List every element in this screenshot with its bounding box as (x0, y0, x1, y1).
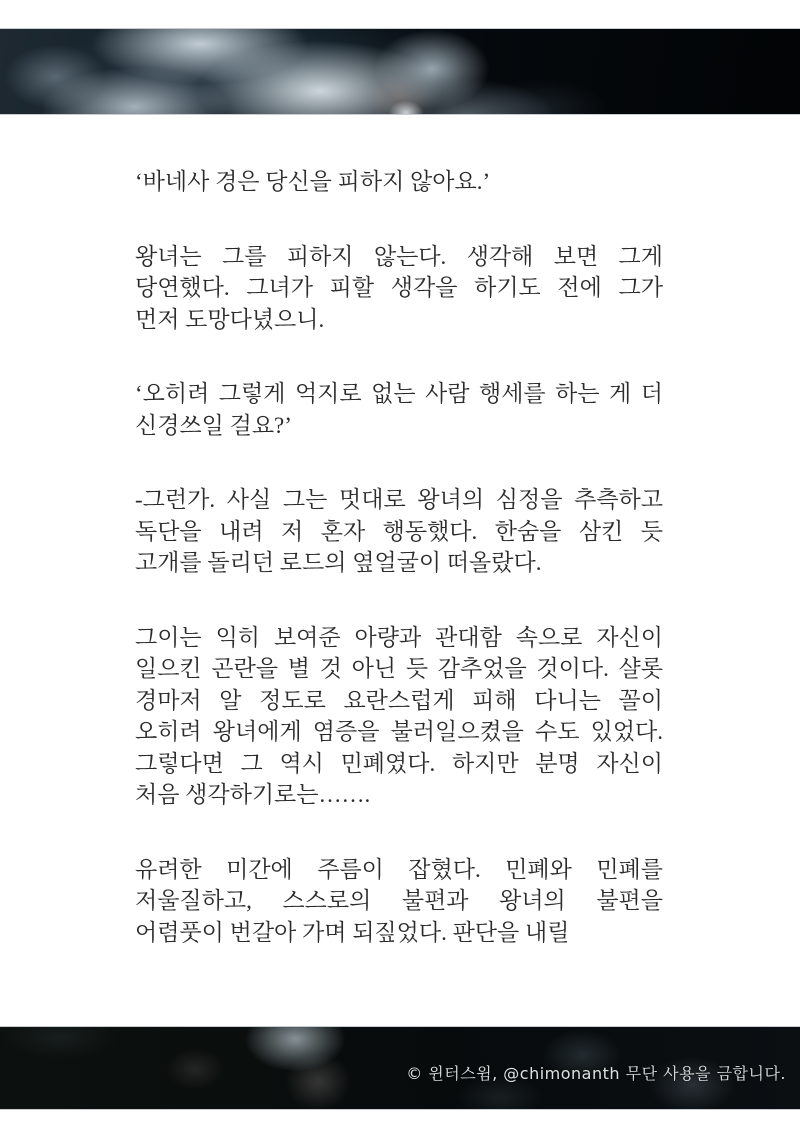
text-line: ‘오히려 그렇게 억지로 없는 사람 행세를 하는 게 더 (135, 381, 663, 406)
bottom-snow-photo-banner (0, 1026, 800, 1110)
text-line: 경마저 알 정도로 요란스럽게 피해 다니는 꼴이 (135, 687, 663, 713)
paragraph (135, 241, 663, 336)
text-line: 유려한 미간에 주름이 잡혔다. 민폐와 민폐를 (135, 856, 663, 882)
paragraph (135, 622, 663, 811)
text-line: 당연했다. 그녀가 피할 생각을 하기도 전에 그가 (135, 275, 663, 300)
paragraph (135, 854, 663, 949)
text-line: 고개를 돌리던 로드의 옆얼굴이 떠올랐다. (135, 550, 542, 575)
text-line: 독단을 내려 저 혼자 행동했다. 한숨을 삼킨 듯 (135, 518, 663, 544)
text-line: 신경쓰일 걸요?’ (135, 412, 292, 438)
paragraph (135, 166, 663, 198)
article (135, 166, 663, 948)
text-line: 그렇다면 그 역시 민폐였다. 하지만 분명 자신이 (135, 750, 663, 776)
text-line: 어렴풋이 번갈아 가며 되짚었다. 판단을 내릴 (135, 919, 570, 945)
text-line: 먼저 도망다녔으니. (135, 306, 325, 332)
paragraph (135, 378, 663, 441)
top-snow-photo-banner (0, 28, 800, 115)
text-line: -그런가. 사실 그는 멋대로 왕녀의 심정을 추측하고 (135, 487, 663, 512)
text-line: 왕녀는 그를 피하지 않는다. 생각해 보면 그게 (135, 243, 663, 269)
copyright-watermark: © 윈터스윔, @chimonanth 무단 사용을 금합니다. (406, 1064, 786, 1083)
text-line: 오히려 왕녀에게 염증을 불러일으켰을 수도 있었다. (135, 719, 663, 744)
text-line: 일으킨 곤란을 별 것 아닌 듯 감추었을 것이다. 샬롯 (135, 656, 663, 681)
paragraph (135, 484, 663, 579)
text-line: ‘바네사 경은 당신을 피하지 않아요.’ (135, 169, 491, 194)
text-line: 그이는 익히 보여준 아량과 관대함 속으로 자신이 (135, 624, 663, 650)
text-line: 저울질하고, 스스로의 불편과 왕녀의 불편을 (135, 888, 663, 913)
text-line: 처음 생각하기로는……. (135, 782, 371, 807)
